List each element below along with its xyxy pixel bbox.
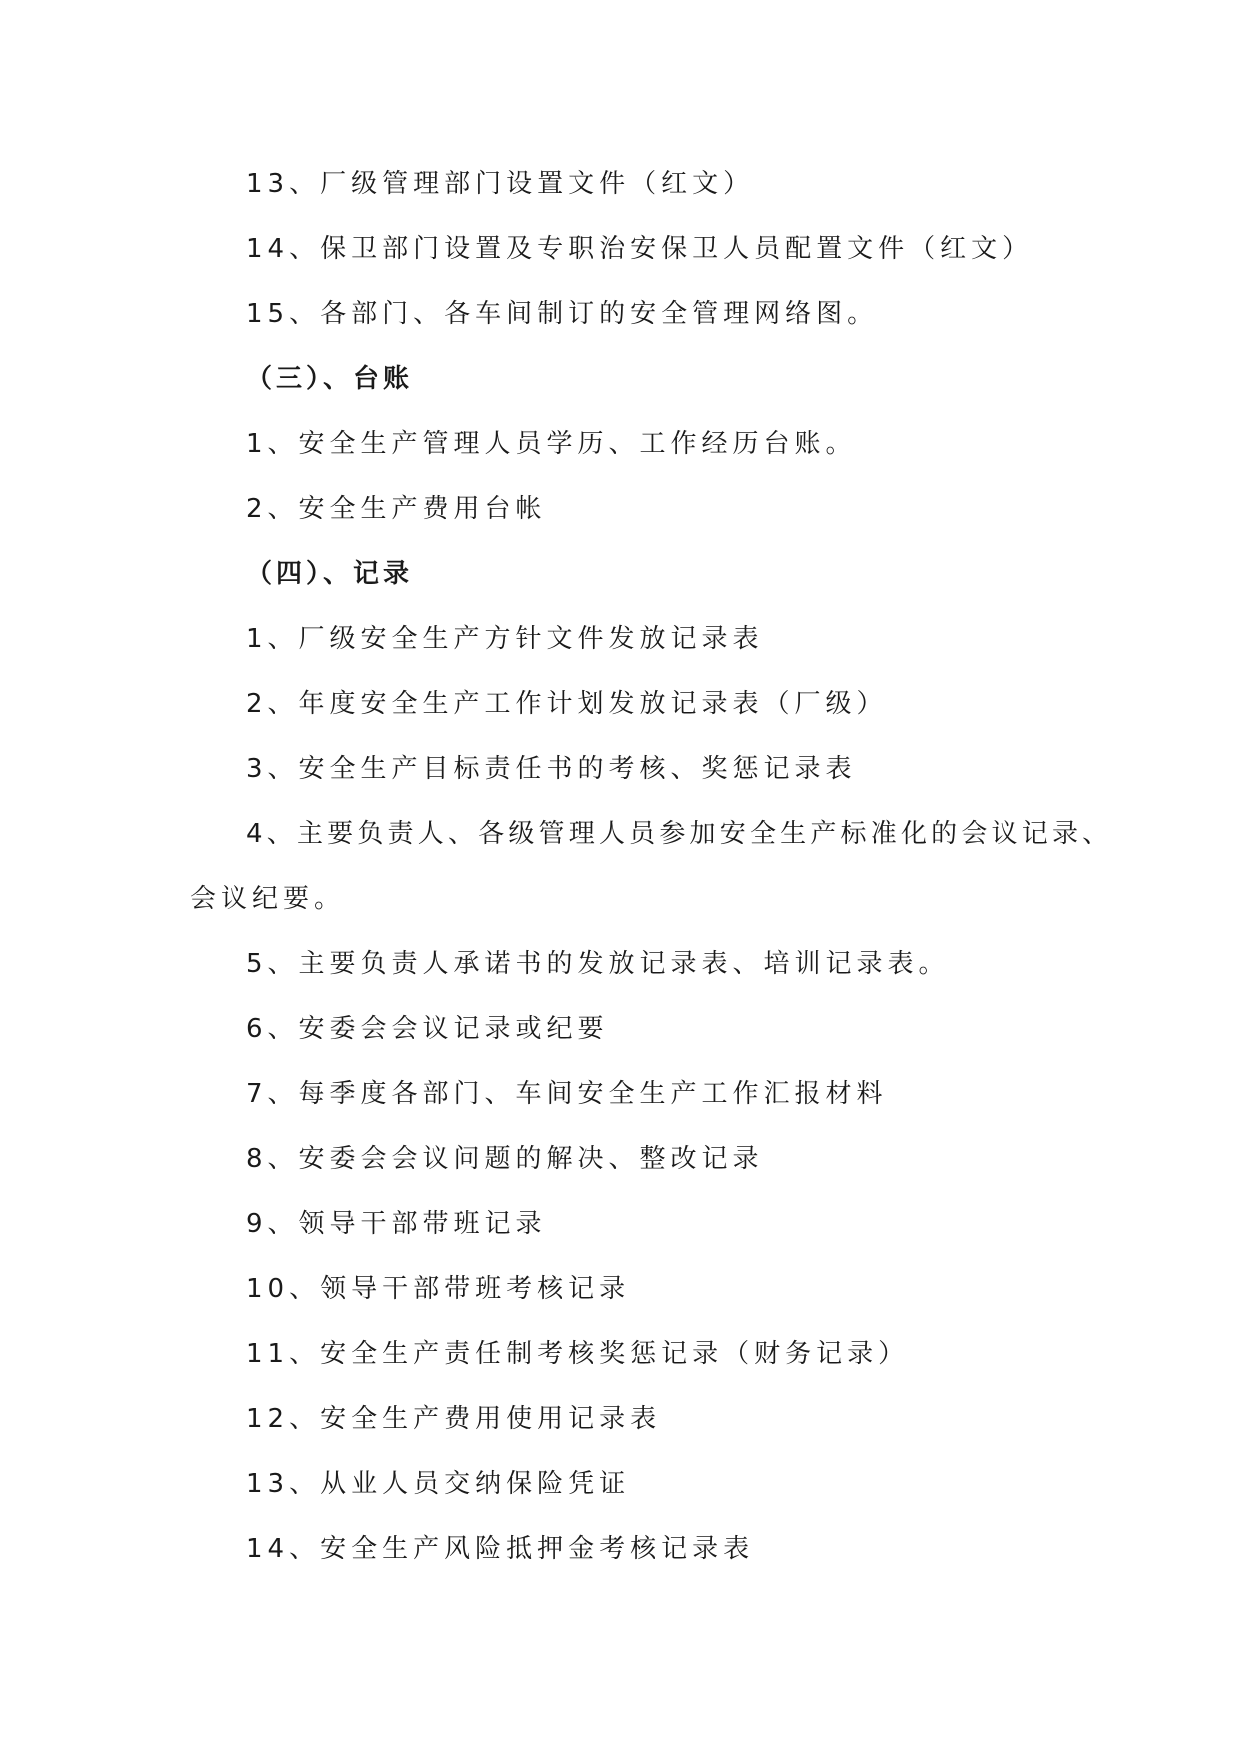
list-item: 15、各部门、各车间制订的安全管理网络图。: [246, 299, 879, 329]
section-heading-ledger: （三）、台账: [246, 364, 414, 394]
list-item: 3、安全生产目标责任书的考核、奖惩记录表: [246, 754, 857, 784]
list-item-continuation: 会议纪要。: [190, 884, 346, 914]
list-item: 13、厂级管理部门设置文件（红文）: [246, 169, 755, 199]
list-item: 6、安委会会议记录或纪要: [246, 1014, 609, 1044]
list-item: 13、从业人员交纳保险凭证: [246, 1469, 631, 1499]
list-item: 14、安全生产风险抵押金考核记录表: [246, 1534, 755, 1564]
list-item: 7、每季度各部门、车间安全生产工作汇报材料: [246, 1079, 888, 1109]
list-item: 12、安全生产费用使用记录表: [246, 1404, 662, 1434]
list-item: 11、安全生产责任制考核奖惩记录（财务记录）: [246, 1339, 910, 1369]
list-item: 10、领导干部带班考核记录: [246, 1274, 631, 1304]
list-item: 8、安委会会议问题的解决、整改记录: [246, 1144, 764, 1174]
list-item: 1、安全生产管理人员学历、工作经历台账。: [246, 429, 857, 459]
list-item: 2、年度安全生产工作计划发放记录表（厂级）: [246, 689, 888, 719]
list-item: 4、主要负责人、各级管理人员参加安全生产标准化的会议记录、: [246, 819, 1113, 849]
list-item: 14、保卫部门设置及专职治安保卫人员配置文件（红文）: [246, 234, 1034, 264]
list-item: 5、主要负责人承诺书的发放记录表、培训记录表。: [246, 949, 950, 979]
section-heading-records: （四）、记录: [246, 559, 414, 589]
list-item: 1、厂级安全生产方针文件发放记录表: [246, 624, 764, 654]
document-body: [190, 152, 1113, 1582]
list-item: 9、领导干部带班记录: [246, 1209, 547, 1239]
list-item: 2、安全生产费用台帐: [246, 494, 547, 524]
